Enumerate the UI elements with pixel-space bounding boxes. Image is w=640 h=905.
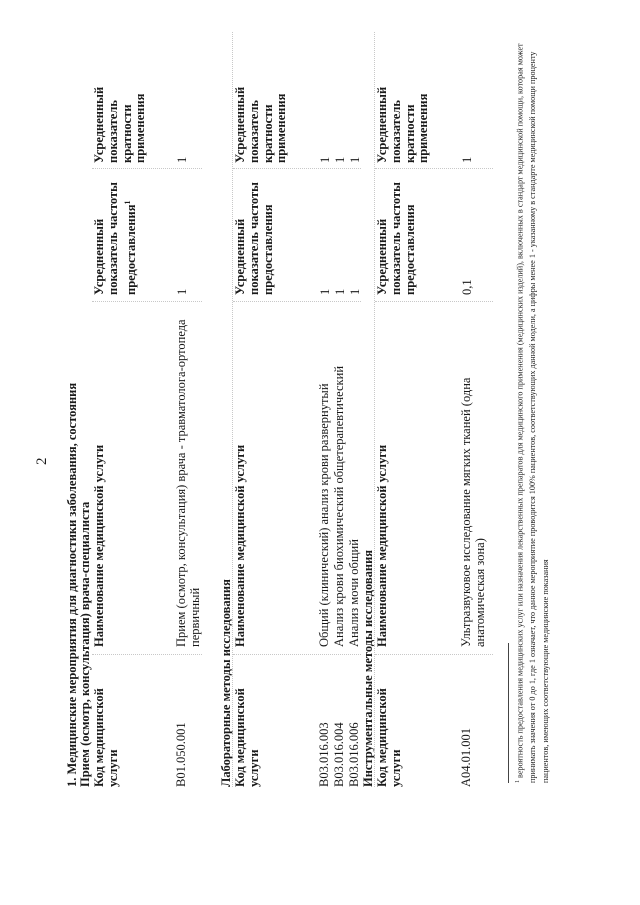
col-header-multiplicity: Усредненный показатель кратности применения	[375, 86, 431, 163]
row-name: Анализ мочи общий	[347, 539, 361, 647]
group-title-specialist: Прием (осмотр, консультация) врача-специалиста	[78, 501, 92, 787]
row-multiplicity: 1	[460, 156, 474, 163]
grid-line	[233, 654, 361, 655]
row-name: Общий (клинический) анализ крови развернутый	[317, 383, 331, 647]
grid-line	[375, 168, 493, 169]
footnote-number: 1	[515, 780, 521, 783]
footnote-mark: 1	[122, 200, 132, 205]
row-frequency: 0,1	[460, 279, 474, 295]
footnote	[512, 33, 552, 783]
grid-line	[233, 168, 361, 169]
row-frequency: 1	[348, 288, 362, 295]
row-name: Прием (осмотр, консультация) врача - травматолога-ортопеда первичный	[174, 319, 202, 647]
row-frequency: 1	[175, 288, 189, 295]
grid-line	[232, 32, 233, 787]
row-code: B03.016.006	[347, 722, 361, 787]
col-header-multiplicity: Усредненный показатель кратности применения	[92, 86, 148, 163]
section-title: 1. Медицинские мероприятия для диагностики заболевания, состояния	[65, 382, 79, 787]
col-header-frequency: Усредненный показатель частоты предоставления$^1$	[92, 182, 138, 295]
grid-line	[374, 32, 375, 787]
footnote-text: вероятность предоставления медицинских услуг или назначения лекарственных препаратов для медицинского применения (медицинских изделий), включенных в стандарт медицинской помощи, которая может принимать значения от 0 до 1, где 1 означает, что данное мероприятие проводится 100% пациентов, соответствующих данной модели, а цифры менее 1 - указанному в стандарте медицинской помощи проценту пациентов, имеющих соответствующие медицинские показания	[515, 43, 550, 783]
grid-line	[92, 654, 202, 655]
page-number: 2	[34, 457, 50, 465]
row-frequency: 1	[333, 288, 347, 295]
col-header-frequency: Усредненный показатель частоты предоставления	[233, 182, 275, 295]
row-multiplicity: 1	[318, 156, 332, 163]
row-frequency: 1	[318, 288, 332, 295]
grid-line	[92, 168, 202, 169]
footnote-separator	[508, 643, 509, 783]
grid-line	[92, 301, 202, 302]
row-multiplicity: 1	[333, 156, 347, 163]
row-code: B01.050.001	[174, 722, 188, 787]
grid-line	[375, 301, 493, 302]
row-code: A04.01.001	[459, 727, 473, 787]
col-header-multiplicity: Усредненный показатель кратности применения	[233, 86, 289, 163]
col-header-frequency: Усредненный показатель частоты предоставления	[375, 182, 417, 295]
grid-line	[375, 654, 493, 655]
col-header-code: Код медицинской услуги	[92, 688, 120, 787]
col-header-name: Наименование медицинской услуги	[375, 444, 389, 647]
grid-line	[233, 301, 361, 302]
col-header-name: Наименование медицинской услуги	[92, 444, 106, 647]
row-code: B03.016.003	[317, 722, 331, 787]
col-header-name: Наименование медицинской услуги	[233, 444, 247, 647]
group-title-lab: Лабораторные методы исследования	[219, 579, 233, 787]
row-code: B03.016.004	[332, 722, 346, 787]
row-name: Анализ крови биохимический общетерапевтический	[332, 365, 346, 647]
row-multiplicity: 1	[348, 156, 362, 163]
row-multiplicity: 1	[175, 156, 189, 163]
group-title-instrumental: Инструментальные методы исследования	[361, 549, 375, 787]
col-header-code: Код медицинской услуги	[375, 688, 403, 787]
row-name: Ультразвуковое исследование мягких тканей (одна анатомическая зона)	[459, 377, 487, 647]
col-header-code: Код медицинской услуги	[233, 688, 261, 787]
